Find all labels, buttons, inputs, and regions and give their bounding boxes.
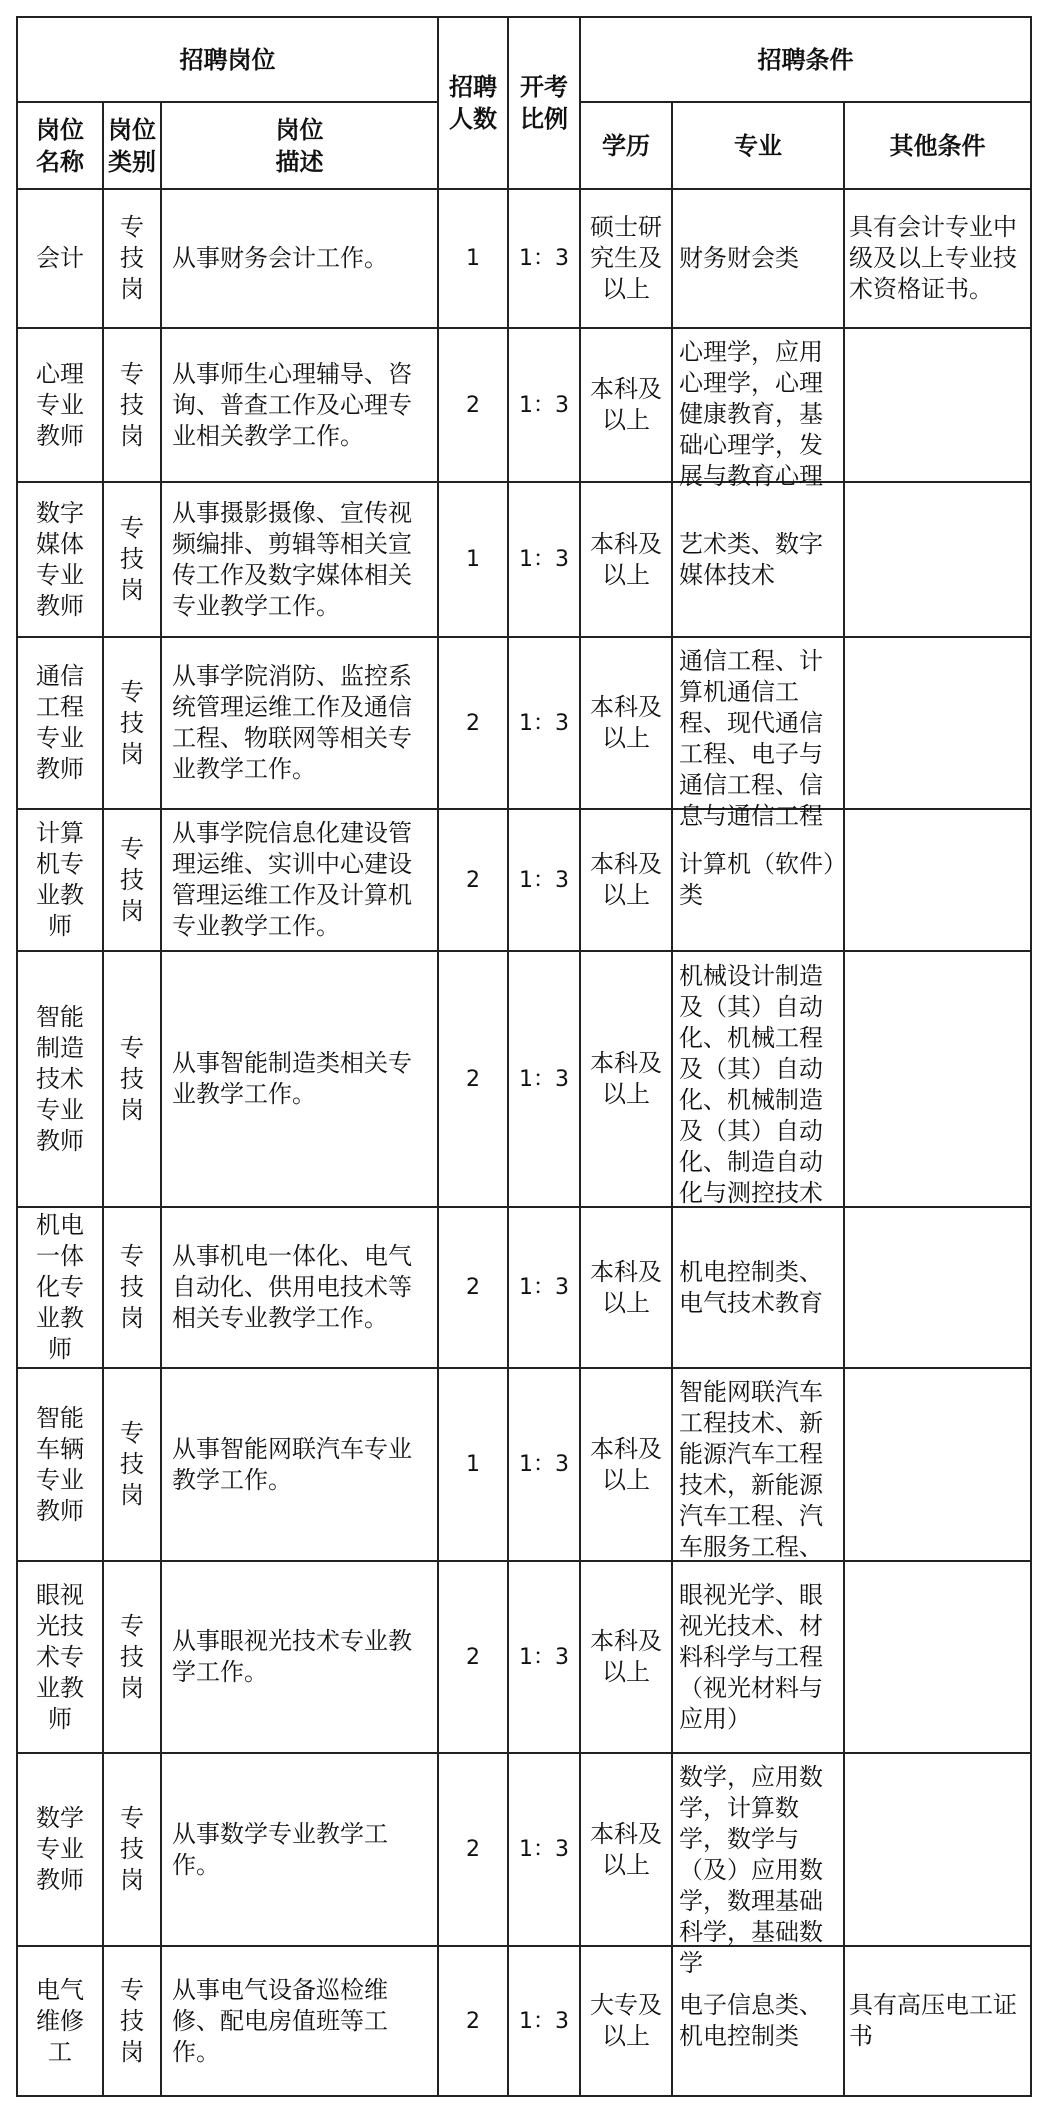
position-name-cell xyxy=(17,1753,103,1946)
other-conditions xyxy=(844,637,1031,809)
education: 本科及以上 xyxy=(590,529,663,589)
position-name: 计算机专业教师 xyxy=(36,819,84,940)
table-row xyxy=(17,637,1031,809)
position-description: 从事财务会计工作。 xyxy=(161,189,438,328)
major: 心理学，应用心理学，心理健康教育，基础心理学，发展与教育心理 xyxy=(679,337,824,490)
position-name: 眼视光技术专业教师 xyxy=(36,1580,84,1733)
position-type-cell xyxy=(103,637,161,809)
position-name: 心理专业教师 xyxy=(36,359,84,450)
position-description: 从事学院消防、监控系统管理运维工作及通信工程、物联网等相关专业教学工作。 xyxy=(161,637,438,809)
major: 机电控制类、电气技术教育 xyxy=(679,1257,824,1317)
header-recruitment-conditions: 招聘条件 xyxy=(580,17,1031,102)
education-cell xyxy=(580,1753,672,1946)
education: 本科及以上 xyxy=(590,850,663,909)
education-cell xyxy=(580,1368,672,1561)
education: 本科及以上 xyxy=(590,375,663,434)
exam-ratio: 1：3 xyxy=(508,328,580,482)
exam-ratio: 1：3 xyxy=(508,482,580,637)
education: 大专及以上 xyxy=(590,1991,663,2050)
other-conditions xyxy=(844,1561,1031,1753)
header-other-conditions: 其他条件 xyxy=(844,102,1031,189)
header-exam-ratio: 开考比例 xyxy=(508,17,580,189)
recruit-count: 2 xyxy=(438,1207,508,1368)
other-conditions: 具有会计专业中级及以上专业技术资格证书。 xyxy=(844,189,1031,328)
major: 通信工程、计算机通信工程、现代通信工程、电子与通信工程、信息与通信工程 xyxy=(679,646,824,830)
header-position-type: 岗位类别 xyxy=(103,102,161,189)
table-row xyxy=(17,1946,1031,2096)
position-type: 专技岗 xyxy=(120,1804,144,1894)
major-cell xyxy=(672,1753,844,1977)
position-description: 从事摄影摄像、宣传视频编排、剪辑等相关宣传工作及数字媒体相关专业教学工作。 xyxy=(161,482,438,637)
other-conditions xyxy=(844,1753,1031,1946)
major: 机械设计制造及（其）自动化、机械工程及（其）自动化、机械制造及（其）自动化、制造自动化与测控技术 xyxy=(679,961,824,1207)
header-major: 专业 xyxy=(672,102,844,189)
position-type-cell xyxy=(103,189,161,328)
table-body xyxy=(17,189,1031,2096)
position-name-cell xyxy=(17,189,103,328)
education-cell xyxy=(580,482,672,637)
education: 本科及以上 xyxy=(590,1819,663,1879)
position-name-cell xyxy=(17,951,103,1207)
position-type: 专技岗 xyxy=(120,213,144,303)
table-row xyxy=(17,951,1031,1207)
position-type-cell xyxy=(103,809,161,951)
exam-ratio: 1：3 xyxy=(508,189,580,328)
position-type-cell xyxy=(103,1561,161,1753)
position-description: 从事师生心理辅导、咨询、普查工作及心理专业相关教学工作。 xyxy=(161,328,438,482)
exam-ratio: 1：3 xyxy=(508,1561,580,1753)
other-conditions xyxy=(844,1368,1031,1561)
position-description: 从事电气设备巡检维修、配电房值班等工作。 xyxy=(161,1946,438,2096)
table-row xyxy=(17,189,1031,328)
recruit-count: 2 xyxy=(438,951,508,1207)
major: 财务财会类 xyxy=(679,244,800,272)
table-row xyxy=(17,1561,1031,1753)
position-type: 专技岗 xyxy=(120,514,144,604)
position-type-cell xyxy=(103,482,161,637)
other-conditions xyxy=(844,482,1031,637)
position-type: 专技岗 xyxy=(120,1242,144,1332)
recruit-count: 1 xyxy=(438,482,508,637)
recruitment-table-wrapper xyxy=(16,16,1032,2097)
education: 本科及以上 xyxy=(590,693,663,752)
position-description: 从事机电一体化、电气自动化、供用电技术等相关专业教学工作。 xyxy=(161,1207,438,1368)
education: 本科及以上 xyxy=(590,1049,663,1108)
header-position-description: 岗位描述 xyxy=(161,102,438,189)
other-conditions xyxy=(844,809,1031,951)
major-cell xyxy=(672,951,844,1207)
table-row xyxy=(17,809,1031,951)
major-cell xyxy=(672,189,844,328)
recruit-count: 2 xyxy=(438,1753,508,1946)
header-recruitment-position: 招聘岗位 xyxy=(17,17,438,102)
position-type-cell xyxy=(103,1207,161,1368)
major: 眼视光学、眼视光技术、材料科学与工程（视光材料与应用） xyxy=(679,1580,824,1733)
position-name: 数学专业教师 xyxy=(36,1804,84,1894)
education-cell xyxy=(580,328,672,482)
table-row xyxy=(17,1207,1031,1368)
other-conditions xyxy=(844,328,1031,482)
position-type: 专技岗 xyxy=(120,1975,144,2066)
recruit-count: 2 xyxy=(438,328,508,482)
major-cell xyxy=(672,1207,844,1368)
major: 艺术类、数字媒体技术 xyxy=(679,529,824,589)
exam-ratio: 1：3 xyxy=(508,1753,580,1946)
position-type-cell xyxy=(103,1753,161,1946)
position-type: 专技岗 xyxy=(120,834,144,925)
recruit-count: 1 xyxy=(438,189,508,328)
table-row xyxy=(17,1753,1031,1946)
header-education: 学历 xyxy=(580,102,672,189)
table-row xyxy=(17,482,1031,637)
recruit-count: 2 xyxy=(438,637,508,809)
major-cell xyxy=(672,482,844,637)
position-name: 会计 xyxy=(36,244,84,272)
recruit-count: 1 xyxy=(438,1368,508,1561)
table-row xyxy=(17,328,1031,482)
education-cell xyxy=(580,951,672,1207)
position-name: 电气维修工 xyxy=(36,1975,84,2066)
position-name: 智能制造技术专业教师 xyxy=(36,1002,84,1155)
position-description: 从事智能网联汽车专业教学工作。 xyxy=(161,1368,438,1561)
exam-ratio: 1：3 xyxy=(508,1368,580,1561)
position-name-cell xyxy=(17,809,103,951)
position-type: 专技岗 xyxy=(120,1033,144,1124)
position-name-cell xyxy=(17,1561,103,1753)
major: 计算机（软件）类 xyxy=(679,850,836,909)
major-cell xyxy=(672,1561,844,1753)
exam-ratio: 1：3 xyxy=(508,637,580,809)
major: 电子信息类、机电控制类 xyxy=(679,1991,824,2050)
position-description: 从事学院信息化建设管理运维、实训中心建设管理运维工作及计算机专业教学工作。 xyxy=(161,809,438,951)
education: 本科及以上 xyxy=(590,1434,663,1494)
position-name-cell xyxy=(17,328,103,482)
other-conditions xyxy=(844,1207,1031,1368)
position-name: 数字媒体专业教师 xyxy=(36,498,84,620)
education-cell xyxy=(580,1561,672,1753)
education-cell xyxy=(580,189,672,328)
major-cell xyxy=(672,1368,844,1561)
recruitment-table xyxy=(16,16,1032,2097)
major-cell xyxy=(672,637,844,830)
header-position-name: 岗位名称 xyxy=(17,102,103,189)
position-type-cell xyxy=(103,1946,161,2096)
header-recruitment-count: 招聘人数 xyxy=(438,17,508,189)
position-type: 专技岗 xyxy=(120,359,144,450)
exam-ratio: 1：3 xyxy=(508,1946,580,2096)
position-description: 从事眼视光技术专业教学工作。 xyxy=(161,1561,438,1753)
education-cell xyxy=(580,1207,672,1368)
position-type-cell xyxy=(103,1368,161,1561)
other-conditions: 具有高压电工证书 xyxy=(844,1946,1031,2096)
recruit-count: 2 xyxy=(438,809,508,951)
education-cell xyxy=(580,1946,672,2096)
position-name: 智能车辆专业教师 xyxy=(36,1403,84,1525)
recruit-count: 2 xyxy=(438,1946,508,2096)
exam-ratio: 1：3 xyxy=(508,1207,580,1368)
education: 本科及以上 xyxy=(590,1257,663,1317)
table-row xyxy=(17,1368,1031,1561)
position-type: 专技岗 xyxy=(120,1611,144,1702)
position-name-cell xyxy=(17,1368,103,1561)
education-cell xyxy=(580,809,672,951)
position-type: 专技岗 xyxy=(120,1419,144,1509)
position-name-cell xyxy=(17,482,103,637)
position-name: 机电一体化专业教师 xyxy=(36,1211,84,1363)
position-description: 从事智能制造类相关专业教学工作。 xyxy=(161,951,438,1207)
position-type-cell xyxy=(103,328,161,482)
position-name: 通信工程专业教师 xyxy=(36,662,84,783)
position-name-cell xyxy=(17,637,103,809)
major: 智能网联汽车工程技术、新能源汽车工程技术，新能源汽车工程、汽车服务工程、 xyxy=(679,1377,824,1561)
position-description: 从事数学专业教学工作。 xyxy=(161,1753,438,1946)
education: 硕士研究生及以上 xyxy=(590,213,663,303)
exam-ratio: 1：3 xyxy=(508,809,580,951)
position-name-cell xyxy=(17,1946,103,2096)
position-type-cell xyxy=(103,951,161,1207)
major-cell xyxy=(672,328,844,490)
position-type: 专技岗 xyxy=(120,677,144,768)
education: 本科及以上 xyxy=(590,1627,663,1686)
position-name-cell xyxy=(17,1207,103,1368)
major: 数学，应用数学，计算数学，数学与（及）应用数学，数理基础科学，基础数学 xyxy=(679,1762,824,1977)
education-cell xyxy=(580,637,672,809)
exam-ratio: 1：3 xyxy=(508,951,580,1207)
other-conditions xyxy=(844,951,1031,1207)
recruit-count: 2 xyxy=(438,1561,508,1753)
